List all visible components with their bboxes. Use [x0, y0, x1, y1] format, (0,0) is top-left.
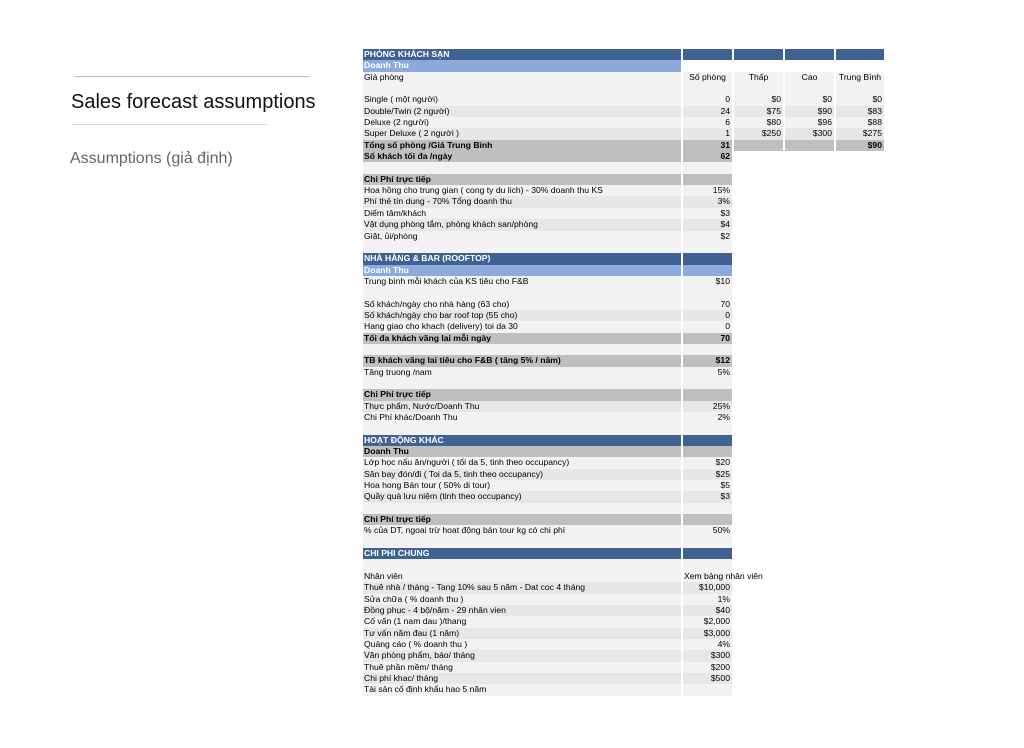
- sheet-cell-value: [683, 83, 732, 94]
- sheet-cell-value: [683, 537, 732, 548]
- sheet-cell-value: $275: [836, 128, 884, 139]
- sheet-cell-value: $12: [683, 355, 732, 366]
- sheet-cell-value: 50%: [683, 525, 732, 536]
- sheet-cell-label: [363, 537, 681, 548]
- sheet-cell-label: Chi Phí trực tiếp: [363, 514, 681, 525]
- sheet-cell-value: Số phòng: [683, 72, 732, 83]
- sheet-cell-value: $4: [683, 219, 732, 230]
- sheet-cell-value: 1: [683, 128, 732, 139]
- sheet-cell-value: $2,000: [683, 616, 732, 627]
- sheet-cell-value: [683, 548, 732, 559]
- sheet-cell-value: $88: [836, 117, 884, 128]
- sheet-cell-value: [683, 514, 732, 525]
- sheet-cell-value: [836, 83, 884, 94]
- sheet-cell-value: $10,000: [683, 582, 732, 593]
- sheet-cell-label: Giặt, ủi/phòng: [363, 231, 681, 242]
- sheet-cell-value: 15%: [683, 185, 732, 196]
- sheet-cell-value: 31: [683, 140, 732, 151]
- sheet-cell-label: Đồng phục - 4 bộ/năm - 29 nhân vien: [363, 605, 681, 616]
- sheet-cell-value: Cao: [785, 72, 834, 83]
- sheet-cell-value: 0: [683, 94, 732, 105]
- sheet-cell-label: Hang giao cho khach (delivery) toi da 30: [363, 321, 681, 332]
- sheet-cell-value: 62: [683, 151, 732, 162]
- sheet-cell-label: Số khách/ngày cho nhà hàng (63 cho): [363, 299, 681, 310]
- sheet-cell-label: Phí thẻ tín dung - 70% Tổng doanh thu: [363, 196, 681, 207]
- sheet-cell-label: Nhân viên: [363, 571, 681, 582]
- sheet-cell-value: 3%: [683, 196, 732, 207]
- sheet-cell-value: [683, 559, 732, 570]
- sheet-cell-value: 5%: [683, 367, 732, 378]
- sheet-cell-value: 70: [683, 299, 732, 310]
- sheet-cell-label: [363, 503, 681, 514]
- sheet-cell-label: Hoa hong Bán tour ( 50% di tour): [363, 480, 681, 491]
- sheet-cell-value: [683, 684, 732, 695]
- sheet-cell-label: PHÒNG KHÁCH SẠN: [363, 49, 681, 60]
- sheet-cell-value: $10: [683, 276, 732, 287]
- sheet-cell-value: Trung Bình: [836, 72, 884, 83]
- sheet-cell-label: [363, 287, 681, 298]
- sheet-cell-value: $96: [785, 117, 834, 128]
- sheet-cell-value: $25: [683, 469, 732, 480]
- sheet-cell-value: $300: [785, 128, 834, 139]
- sheet-cell-label: Số khách/ngày cho bar roof top (55 cho): [363, 310, 681, 321]
- sheet-cell-label: Thuê nhà / tháng - Tang 10% sau 5 năm - Dat coc 4 tháng: [363, 582, 681, 593]
- sheet-cell-value: 70: [683, 333, 732, 344]
- sheet-cell-value: $83: [836, 106, 884, 117]
- sheet-cell-value: [683, 162, 732, 173]
- sheet-cell-label: Giá phòng: [363, 72, 681, 83]
- sheet-cell-value: $3,000: [683, 628, 732, 639]
- sheet-cell-label: Chi Phí khác/Doanh Thu: [363, 412, 681, 423]
- sheet-cell-value: [683, 446, 732, 457]
- sheet-cell-label: Doanh Thu: [363, 446, 681, 457]
- sheet-cell-label: Sửa chữa ( % doanh thu ): [363, 594, 681, 605]
- sheet-cell-value: [683, 253, 732, 264]
- sheet-cell-value: $300: [683, 650, 732, 661]
- slide-title: Sales forecast assumptions: [71, 91, 316, 113]
- sheet-cell-label: Chi Phí trực tiếp: [363, 174, 681, 185]
- sheet-cell-value: $0: [836, 94, 884, 105]
- sheet-cell-label: CHI PHI CHUNG: [363, 548, 681, 559]
- sheet-cell-value: $90: [785, 106, 834, 117]
- sheet-cell-value: [683, 423, 732, 434]
- sheet-cell-label: Sân bay đón/đi ( Toi da 5, tinh theo occupancy): [363, 469, 681, 480]
- sheet-cell-label: Tài sản cố định khấu hao 5 năm: [363, 684, 681, 695]
- sheet-cell-label: [363, 83, 681, 94]
- sheet-cell-value: [683, 344, 732, 355]
- sheet-cell-value: [836, 49, 884, 60]
- sheet-cell-value: [683, 389, 732, 400]
- sheet-cell-value: Xem bảng nhân viên: [684, 570, 763, 581]
- sheet-cell-value: [785, 83, 834, 94]
- sheet-cell-value: $80: [734, 117, 783, 128]
- sheet-cell-label: Hoa hồng cho trung gian ( cong ty du lich) - 30% doanh thu KS: [363, 185, 681, 196]
- sheet-cell-label: Chi phí khac/ tháng: [363, 673, 681, 684]
- sheet-cell-label: [363, 162, 681, 173]
- sheet-cell-value: $200: [683, 662, 732, 673]
- sheet-cell-label: [363, 423, 681, 434]
- sheet-cell-value: $250: [734, 128, 783, 139]
- sheet-cell-label: Quảng cáo ( % doanh thu ): [363, 639, 681, 650]
- title-rule-top: [74, 76, 310, 77]
- sheet-cell-label: [363, 344, 681, 355]
- sheet-cell-label: Lớp học nấu ăn/người ( tối da 5, tinh theo occupancy): [363, 457, 681, 468]
- sheet-cell-label: Tăng truong /nam: [363, 367, 681, 378]
- sheet-cell-value: [734, 49, 783, 60]
- sheet-cell-label: Deluxe (2 người): [363, 117, 681, 128]
- sheet-cell-label: Doanh Thu: [363, 265, 681, 276]
- sheet-cell-value: $3: [683, 208, 732, 219]
- sheet-cell-value: [734, 83, 783, 94]
- sheet-cell-value: $2: [683, 231, 732, 242]
- sheet-cell-label: Thực phẩm, Nước/Doanh Thu: [363, 401, 681, 412]
- sheet-cell-value: [785, 49, 834, 60]
- sheet-cell-value: $40: [683, 605, 732, 616]
- sheet-cell-label: Trung bình mỗi khách của KS tiêu cho F&B: [363, 276, 681, 287]
- title-rule-bottom: [72, 124, 267, 125]
- sheet-cell-label: Tư vấn năm đau (1 năm): [363, 628, 681, 639]
- sheet-cell-label: [363, 559, 681, 570]
- sheet-cell-value: [683, 287, 732, 298]
- sheet-cell-value: 24: [683, 106, 732, 117]
- sheet-cell-value: Thấp: [734, 72, 783, 83]
- sheet-cell-value: $500: [683, 673, 732, 684]
- sheet-cell-value: [683, 435, 732, 446]
- sheet-cell-value: [683, 265, 732, 276]
- sheet-cell-label: Vật dụng phòng tắm, phòng khách san/phòng: [363, 219, 681, 230]
- sheet-cell-value: 2%: [683, 412, 732, 423]
- sheet-cell-value: 6: [683, 117, 732, 128]
- sheet-cell-value: $5: [683, 480, 732, 491]
- sheet-cell-value: $20: [683, 457, 732, 468]
- sheet-cell-value: [734, 140, 783, 151]
- sheet-cell-label: [363, 378, 681, 389]
- sheet-cell-label: Chi Phí trực tiếp: [363, 389, 681, 400]
- sheet-cell-label: HOẠT ĐỘNG KHÁC: [363, 435, 681, 446]
- sheet-cell-value: 0: [683, 310, 732, 321]
- sheet-cell-value: 25%: [683, 401, 732, 412]
- sheet-cell-value: $90: [836, 140, 884, 151]
- sheet-cell-value: $0: [785, 94, 834, 105]
- sheet-cell-label: Số khách tối đa /ngày: [363, 151, 681, 162]
- sheet-cell-label: Thuê phần mềm/ tháng: [363, 662, 681, 673]
- sheet-cell-label: Văn phòng phẩm, báo/ tháng: [363, 650, 681, 661]
- sheet-cell-value: $0: [734, 94, 783, 105]
- sheet-cell-label: Tối đa khách vãng lai mỗi ngày: [363, 333, 681, 344]
- sheet-cell-label: Tổng số phòng /Giá Trung Bình: [363, 140, 681, 151]
- sheet-cell-label: Diểm tâm/khách: [363, 208, 681, 219]
- sheet-cell-label: NHÀ HÀNG & BAR (ROOFTOP): [363, 253, 681, 264]
- sheet-cell-label: Cố vấn (1 nam dau )/thang: [363, 616, 681, 627]
- sheet-cell-value: $75: [734, 106, 783, 117]
- sheet-cell-value: 4%: [683, 639, 732, 650]
- sheet-cell-value: [683, 49, 732, 60]
- sheet-cell-value: $3: [683, 491, 732, 502]
- sheet-cell-value: 1%: [683, 594, 732, 605]
- sheet-cell-value: [683, 174, 732, 185]
- sheet-cell-label: Super Deluxe ( 2 người ): [363, 128, 681, 139]
- sheet-cell-value: [683, 378, 732, 389]
- sheet-cell-value: [785, 140, 834, 151]
- sheet-cell-label: Quầy quà lưu niệm (tinh theo occupancy): [363, 491, 681, 502]
- sheet-cell-label: [363, 242, 681, 253]
- sheet-cell-value: [683, 242, 732, 253]
- sheet-cell-value: [683, 503, 732, 514]
- sheet-cell-label: Doanh Thu: [363, 60, 681, 71]
- sheet-cell-label: TB khách vãng lai tiêu cho F&B ( tăng 5% / năm): [363, 355, 681, 366]
- slide-subtitle: Assumptions (giả định): [70, 150, 233, 167]
- sheet-cell-label: % của DT, ngoai trừ hoat động bán tour kg có chi phí: [363, 525, 681, 536]
- sheet-cell-label: Single ( một người): [363, 94, 681, 105]
- sheet-cell-label: Double/Twin (2 người): [363, 106, 681, 117]
- sheet-cell-value: 0: [683, 321, 732, 332]
